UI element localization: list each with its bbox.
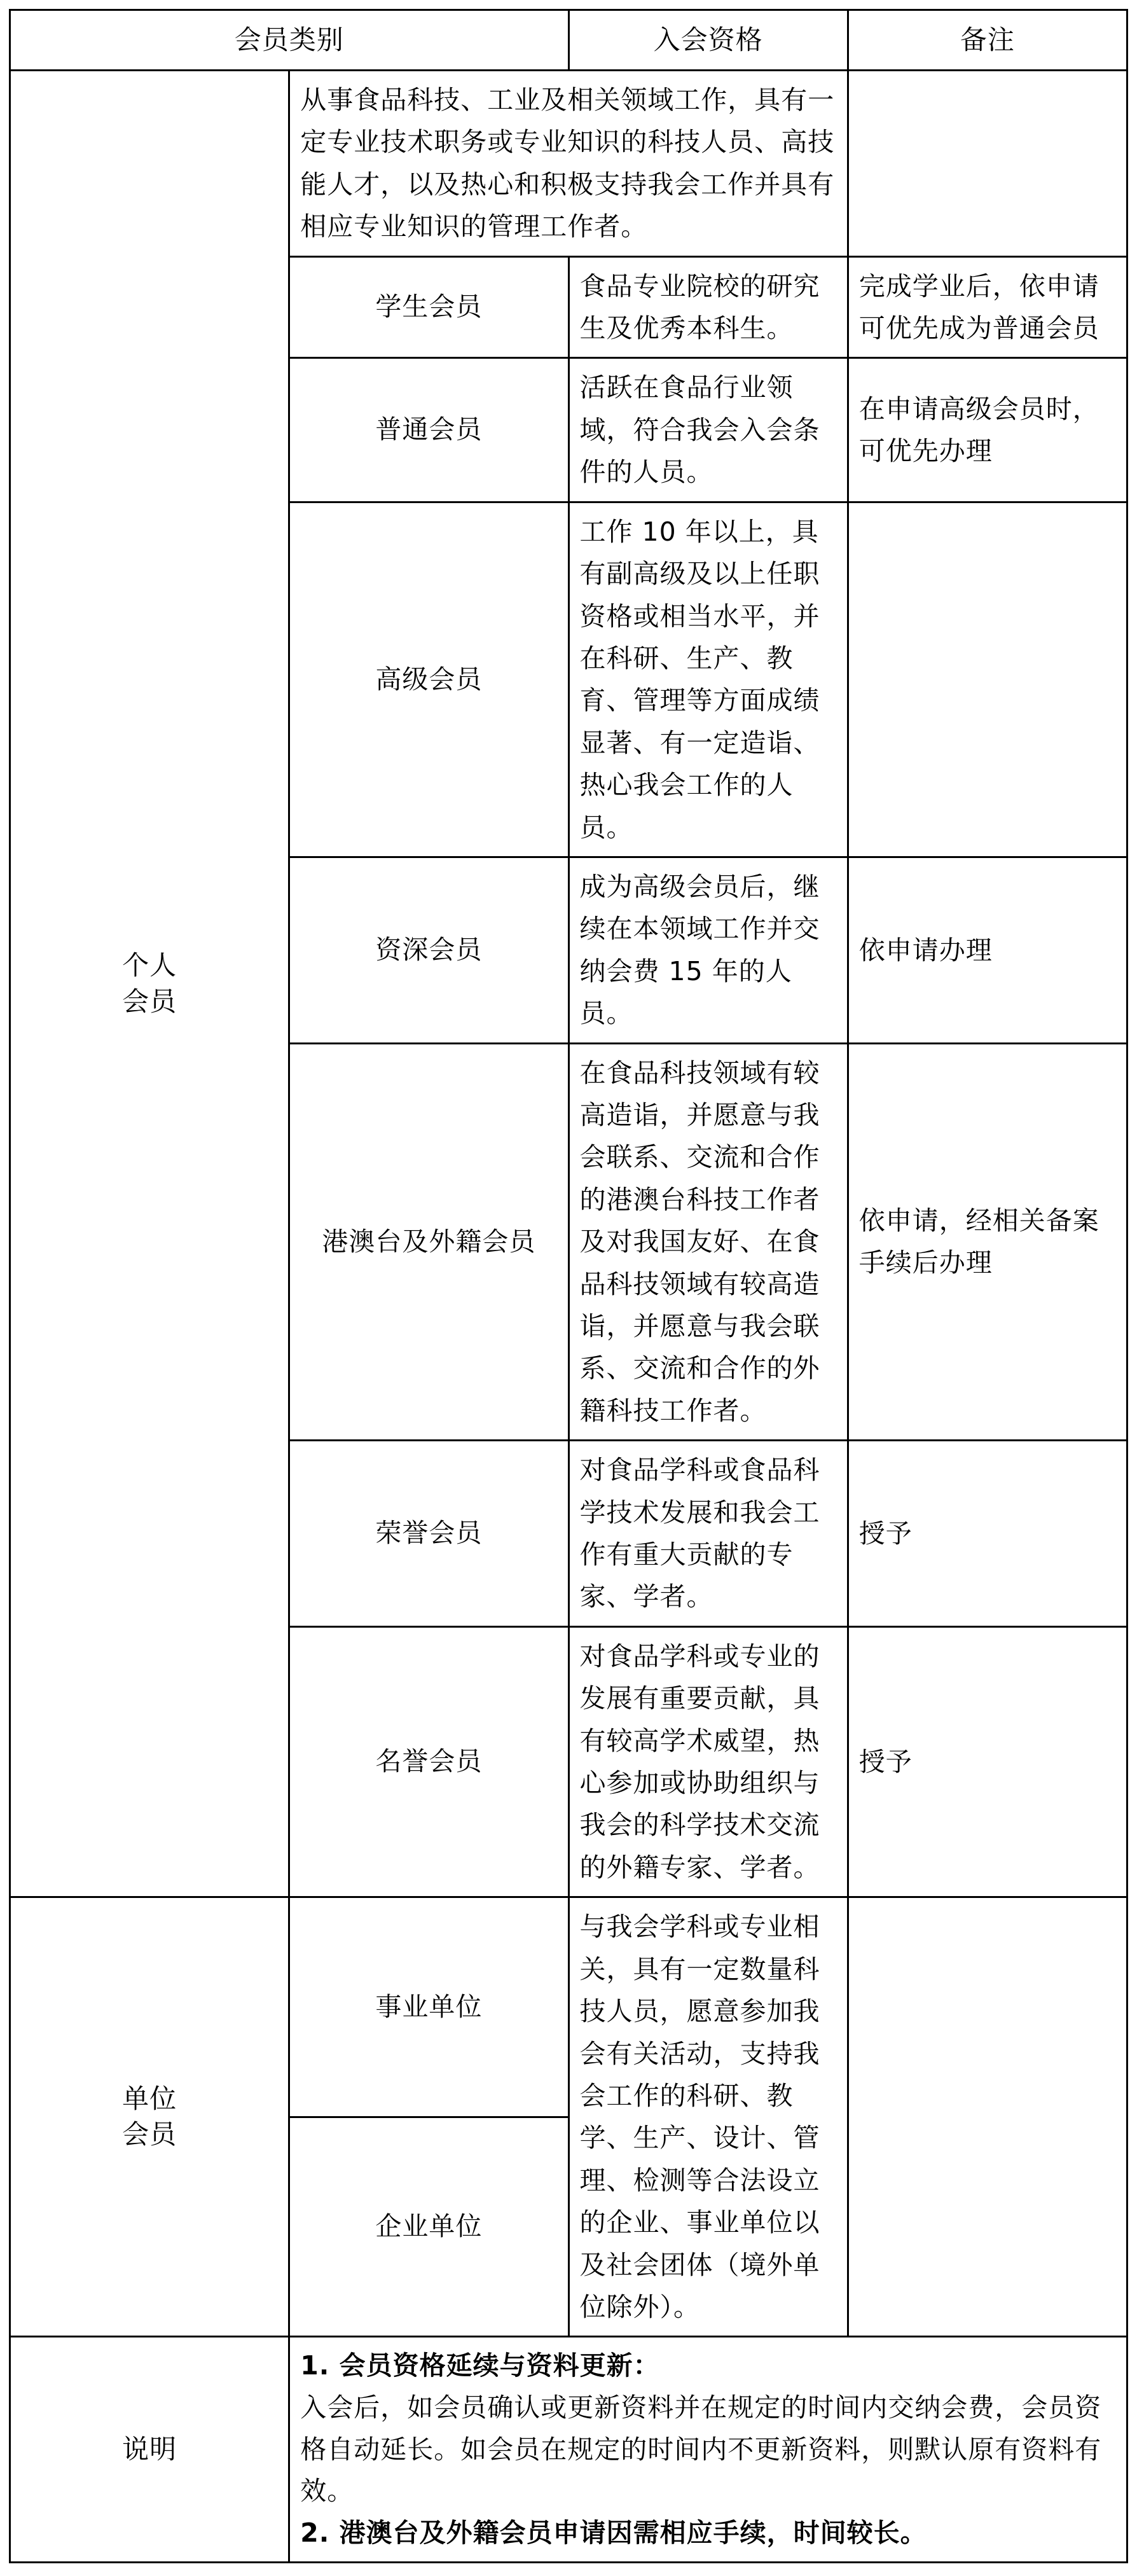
remark-student-member: 完成学业后，依申请可优先成为普通会员 [848,256,1127,358]
table-row [10,1897,1127,2117]
subtype-overseas-member: 港澳台及外籍会员 [289,1043,568,1441]
remark-distinguished-member: 依申请办理 [848,857,1127,1043]
category-personal-line1: 个人 [122,949,177,981]
explanation-item1-body: 入会后，如会员确认或更新资料并在规定的时间内交纳会费，会员资格自动延长。如会员在规定的时间内不更新资料，则默认原有资料有效。 [300,2392,1102,2507]
remark-emeritus-member: 授予 [848,1626,1127,1897]
table-header-row [10,10,1127,71]
subtype-honorary-member: 荣誉会员 [289,1441,568,1627]
subtype-enterprise-unit: 企业单位 [289,2117,568,2337]
table-row-explanation [10,2337,1127,2563]
remark-honorary-member: 授予 [848,1441,1127,1627]
personal-general-qualification: 从事食品科技、工业及相关领域工作，具有一定专业技术职务或专业知识的科技人员、高技能人才，以及热心和积极支持我会工作并具有相应专业知识的管理工作者。 [289,71,848,257]
subtype-ordinary-member: 普通会员 [289,358,568,502]
subtype-institution-unit: 事业单位 [289,1897,568,2117]
category-unit-line2: 会员 [122,2119,177,2150]
header-qualification: 入会资格 [568,10,848,71]
remark-overseas-member: 依申请，经相关备案手续后办理 [848,1043,1127,1441]
category-personal-member [10,71,289,1897]
qualification-honorary-member: 对食品学科或食品科学技术发展和我会工作有重大贡献的专家、学者。 [568,1441,848,1627]
qualification-student-member: 食品专业院校的研究生及优秀本科生。 [568,256,848,358]
remark-unit-member [848,1897,1127,2337]
table-row [10,71,1127,257]
personal-general-remark [848,71,1127,257]
qualification-emeritus-member: 对食品学科或专业的发展有重要贡献，具有较高学术威望，热心参加或协助组织与我会的科学技术交流的外籍专家、学者。 [568,1626,848,1897]
header-remark: 备注 [848,10,1127,71]
remark-ordinary-member: 在申请高级会员时，可优先办理 [848,358,1127,502]
explanation-item2-title: 2. 港澳台及外籍会员申请因需相应手续，时间较长。 [300,2517,927,2548]
category-unit-line1: 单位 [122,2082,177,2114]
explanation-body [289,2337,1127,2563]
subtype-student-member: 学生会员 [289,256,568,358]
qualification-distinguished-member: 成为高级会员后，继续在本领域工作并交纳会费 15 年的人员。 [568,857,848,1043]
subtype-distinguished-member: 资深会员 [289,857,568,1043]
subtype-emeritus-member: 名誉会员 [289,1626,568,1897]
category-personal-line2: 会员 [122,985,177,1017]
membership-table [9,9,1128,2563]
qualification-senior-member: 工作 10 年以上，具有副高级及以上任职资格或相当水平，并在科研、生产、教育、管理等方面成绩显著、有一定造诣、热心我会工作的人员。 [568,502,848,857]
qualification-unit-member: 与我会学科或专业相关，具有一定数量科技人员，愿意参加我会有关活动，支持我会工作的科研、教学、生产、设计、管理、检测等合法设立的企业、事业单位以及社会团体（境外单位除外）。 [568,1897,848,2337]
explanation-label: 说明 [10,2337,289,2563]
subtype-senior-member: 高级会员 [289,502,568,857]
qualification-overseas-member: 在食品科技领域有较高造诣，并愿意与我会联系、交流和合作的港澳台科技工作者及对我国友好、在食品科技领域有较高造诣，并愿意与我会联系、交流和合作的外籍科技工作者。 [568,1043,848,1441]
category-unit-member [10,1897,289,2337]
header-category: 会员类别 [10,10,569,71]
explanation-item1-title: 1. 会员资格延续与资料更新： [300,2350,660,2381]
remark-senior-member [848,502,1127,857]
qualification-ordinary-member: 活跃在食品行业领域，符合我会入会条件的人员。 [568,358,848,502]
